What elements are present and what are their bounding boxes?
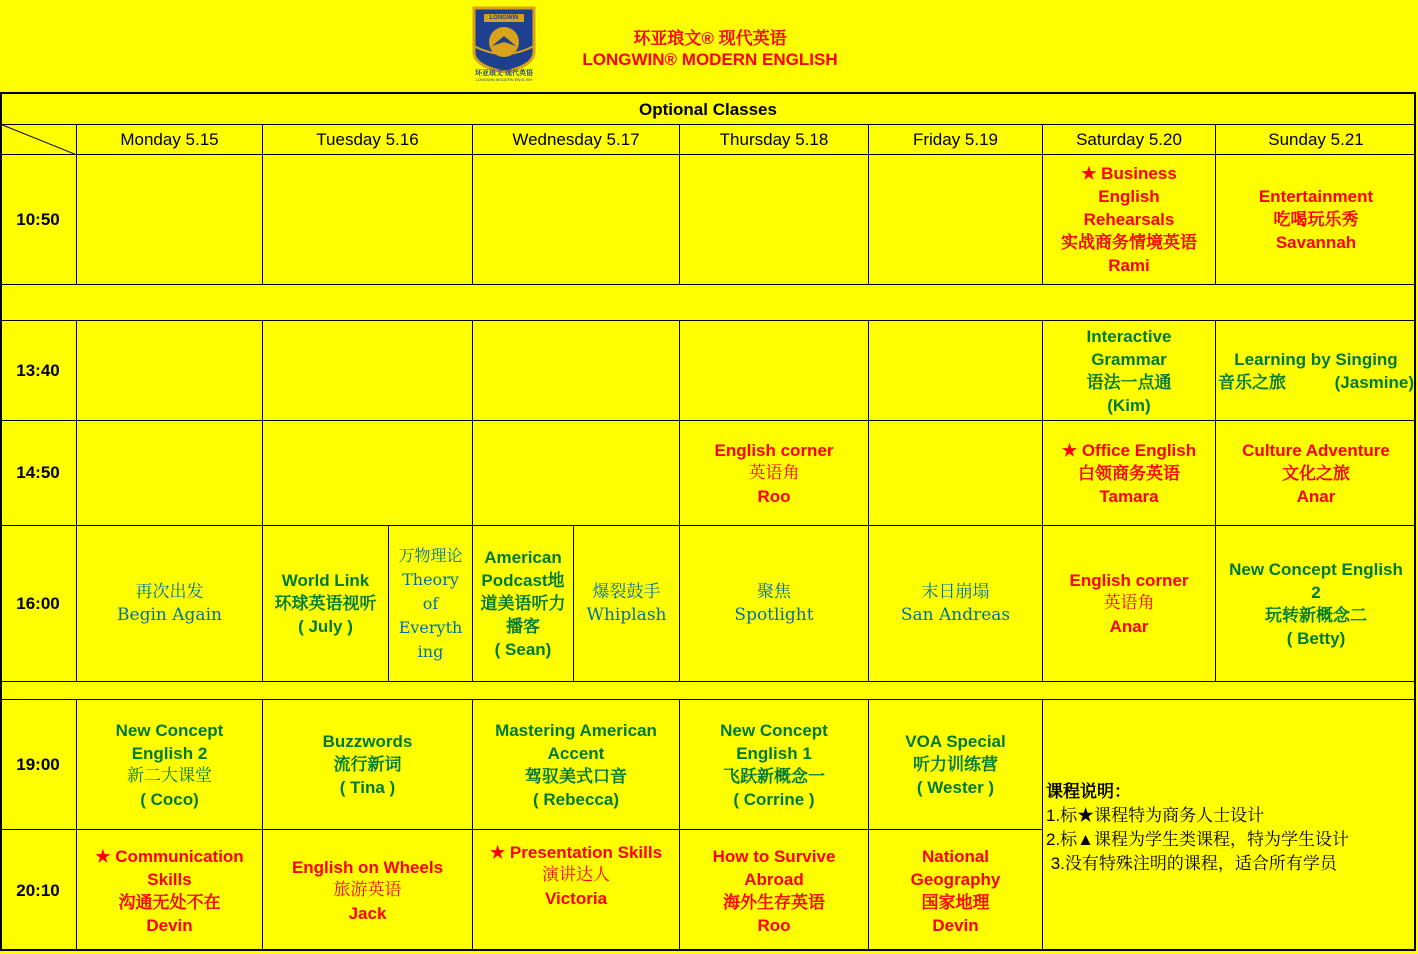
class-tue-1600-b: 万物理论 Theory of Everyth ing (398, 545, 463, 661)
time-1450: 14:50 (16, 463, 60, 482)
day-header-friday: Friday 5.19 (912, 129, 999, 149)
class-mon-1600: 再次出发 Begin Again (117, 581, 222, 625)
class-tue-1600-a: World Link 环球英语视听 ( July ) (274, 571, 377, 636)
day-header-sunday: Sunday 5.21 (1268, 129, 1364, 149)
class-tue-2010: English on Wheels 旅游英语 Jack (291, 858, 444, 923)
class-tue-1900: Buzzwords 流行新词 ( Tina ) (322, 732, 413, 797)
day-header-tuesday: Tuesday 5.16 (316, 129, 419, 149)
class-sat-1340: Interactive Grammar 语法一点通 (Kim) (1086, 326, 1172, 415)
time-1050: 10:50 (16, 209, 60, 229)
course-notes (1046, 780, 1414, 876)
day-header-saturday: Saturday 5.20 (1076, 129, 1182, 149)
class-sun-1340: Learning by Singing 音乐之旅 (Jasmine) (1218, 349, 1414, 392)
corner-diagonal (0, 124, 77, 155)
logo-subtext: LONGWIN MODERN ENGLISH (475, 77, 533, 82)
class-sun-1450: Culture Adventure 文化之旅 Anar (1242, 440, 1390, 506)
time-1900: 19:00 (16, 754, 60, 774)
table-caption: Optional Classes (639, 100, 777, 119)
notes-line-3: 3.没有特殊注明的课程，适合所有学员 (1046, 854, 1337, 873)
class-wed-2010: ★ Presentation Skills 演讲达人 Victoria (489, 843, 663, 908)
title-en: LONGWIN® MODERN ENGLISH (582, 50, 838, 69)
time-1600: 16:00 (16, 593, 60, 613)
notes-line-2: 2.标▲课程为学生类课程，特为学生设计 (1046, 830, 1350, 849)
class-wed-1600-a: American Podcast地 道美语听力 播客 ( Sean) (480, 548, 566, 659)
class-fri-1900: VOA Special 听力训练营 ( Wester ) (905, 732, 1006, 797)
class-thu-1450: English corner 英语角 Roo (714, 440, 834, 506)
class-sun-1600: New Concept English 2 玩转新概念二 ( Betty) (1229, 559, 1403, 648)
class-sat-1600: English corner 英语角 Anar (1069, 571, 1189, 636)
day-header-wednesday: Wednesday 5.17 (512, 129, 640, 149)
notes-title: 课程说明： (1046, 782, 1131, 801)
day-header-thursday: Thursday 5.18 (719, 129, 829, 149)
class-sun-1050: Entertainment 吃喝玩乐秀 Savannah (1258, 187, 1374, 252)
title-cn: 环亚琅文® 现代英语 (633, 29, 787, 48)
time-1340: 13:40 (16, 360, 60, 380)
class-fri-2010: National Geography 国家地理 Devin (910, 846, 1001, 935)
notes-line-1: 1.标★课程特为商务人士设计 (1046, 806, 1265, 825)
logo (470, 6, 538, 82)
class-sat-1450: ★ Office English 白领商务英语 Tamara (1061, 440, 1197, 506)
class-thu-1600: 聚焦 Spotlight (734, 581, 814, 625)
class-wed-1900: Mastering American Accent 驾驭美式口音 ( Rebecca) (495, 720, 657, 809)
class-thu-2010: How to Survive Abroad 海外生存英语 Roo (712, 846, 836, 935)
class-wed-1600-b: 爆裂鼓手 Whiplash (586, 581, 667, 625)
logo-text: 环亚琅文 现代英语 (475, 70, 533, 77)
time-2010: 20:10 (16, 880, 60, 900)
logo-top-text: LONGWIN (489, 15, 519, 21)
class-mon-1900: New Concept English 2 新二大课堂 ( Coco) (115, 720, 224, 809)
class-mon-2010: ★ Communication Skills 沟通无处不在 Devin (95, 846, 244, 935)
class-thu-1900: New Concept English 1 飞跃新概念一 ( Corrine ) (720, 720, 828, 809)
class-sat-1050: ★ Business English Rehearsals 实战商务情境英语 Rami (1061, 164, 1197, 275)
day-header-monday: Monday 5.15 (120, 129, 219, 149)
class-fri-1600: 末日崩塌 San Andreas (900, 581, 1011, 625)
